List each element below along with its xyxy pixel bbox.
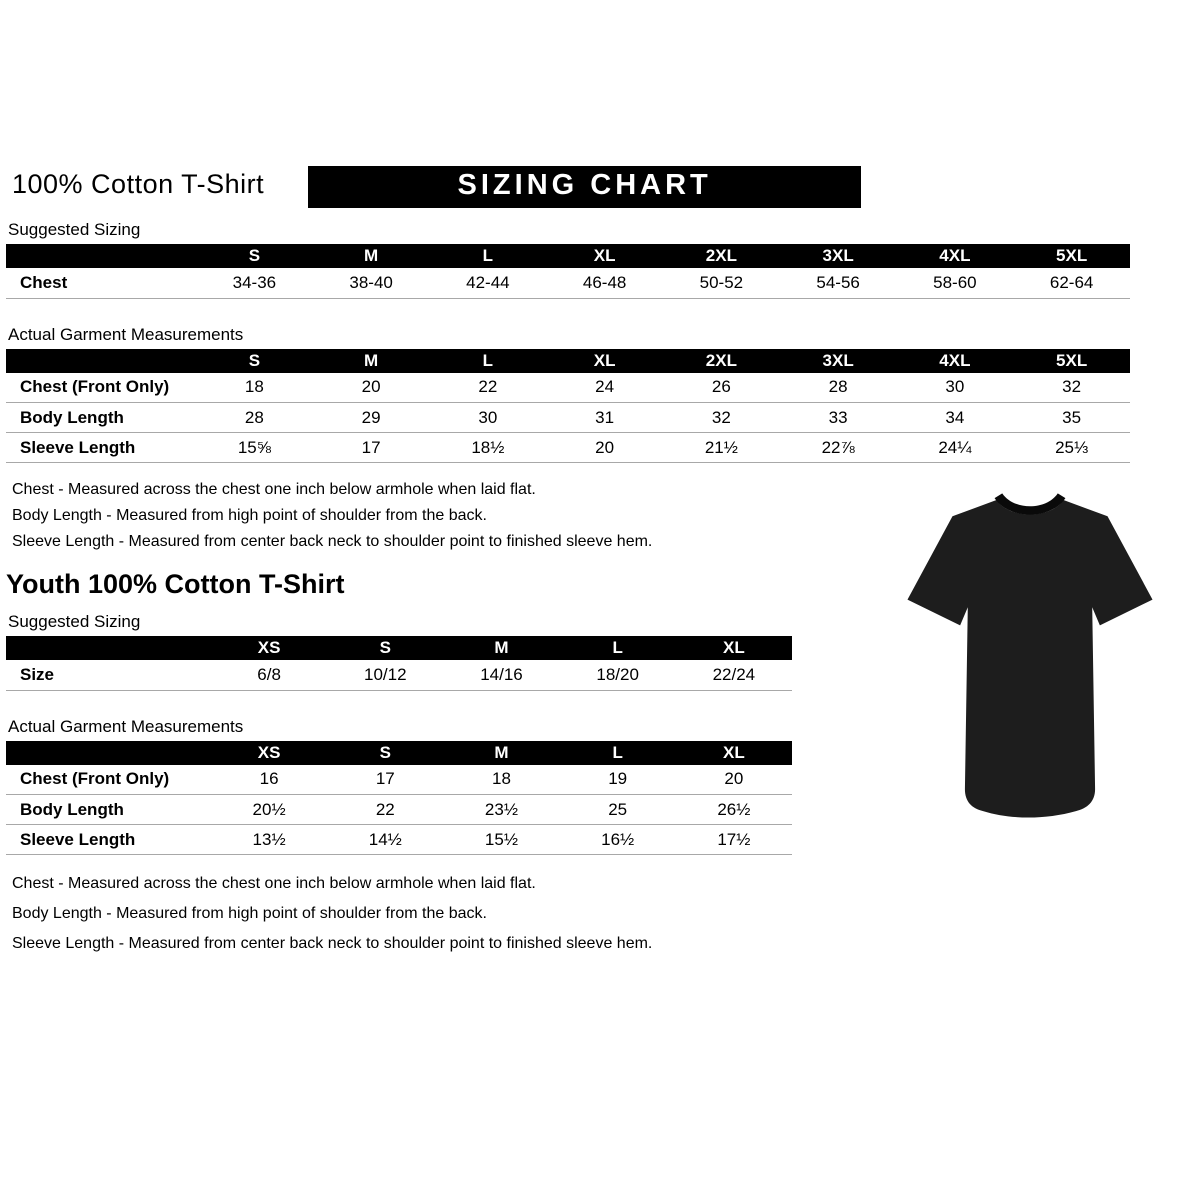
measurement-cell: 13½	[211, 825, 327, 855]
youth-section-title: Youth 100% Cotton T-Shirt	[6, 569, 345, 599]
measurement-cell: 34	[897, 403, 1014, 433]
note-chest: Chest - Measured across the chest one inch below armhole when laid flat.	[12, 481, 536, 498]
size-column-header: 5XL	[1013, 244, 1130, 268]
row-label: Chest	[6, 268, 196, 298]
measurement-cell: 24¼	[897, 433, 1014, 463]
measurement-cell: 26½	[676, 795, 792, 825]
size-column-header: XS	[211, 741, 327, 765]
table-corner-cell	[6, 741, 211, 765]
measurement-cell: 17½	[676, 825, 792, 855]
measurement-cell: 20	[313, 373, 430, 403]
table-row	[6, 825, 792, 855]
youth-actual-measurements-label: Actual Garment Measurements	[8, 716, 244, 736]
measurement-cell: 20	[676, 765, 792, 795]
measurement-cell: 17	[327, 765, 443, 795]
row-label: Chest (Front Only)	[6, 765, 211, 795]
size-column-header: S	[196, 349, 313, 373]
measurement-cell: 35	[1013, 403, 1130, 433]
measurement-cell: 6/8	[211, 660, 327, 690]
size-column-header: S	[327, 636, 443, 660]
size-column-header: XL	[546, 349, 663, 373]
size-column-header: 4XL	[897, 349, 1014, 373]
measurement-cell: 15½	[443, 825, 559, 855]
table-corner-cell	[6, 636, 211, 660]
measurement-cell: 32	[663, 403, 780, 433]
size-column-header: L	[560, 741, 676, 765]
measurement-cell: 17	[313, 433, 430, 463]
measurement-cell: 62-64	[1013, 268, 1130, 298]
size-column-header: M	[313, 349, 430, 373]
size-column-header: L	[430, 244, 547, 268]
table-row	[6, 795, 792, 825]
note-chest: Chest - Measured across the chest one inch below armhole when laid flat.	[12, 875, 536, 892]
measurement-cell: 22	[327, 795, 443, 825]
measurement-cell: 24	[546, 373, 663, 403]
adult-garment-measurements-table	[6, 349, 1130, 464]
tshirt-image	[896, 478, 1164, 836]
table-row	[6, 660, 792, 690]
size-column-header: L	[560, 636, 676, 660]
measurement-cell: 10/12	[327, 660, 443, 690]
table-corner-cell	[6, 244, 196, 268]
measurement-cell: 18	[443, 765, 559, 795]
row-label: Chest (Front Only)	[6, 373, 196, 403]
row-label: Sleeve Length	[6, 825, 211, 855]
measurement-cell: 15⅝	[196, 433, 313, 463]
measurement-cell: 20	[546, 433, 663, 463]
measurement-cell: 16½	[560, 825, 676, 855]
measurement-cell: 22⅞	[780, 433, 897, 463]
table-row	[6, 433, 1130, 463]
measurement-cell: 28	[780, 373, 897, 403]
size-column-header: 3XL	[780, 244, 897, 268]
table-header-row	[6, 349, 1130, 373]
measurement-cell: 20½	[211, 795, 327, 825]
table-header-row	[6, 244, 1130, 268]
note-body-length: Body Length - Measured from high point of shoulder from the back.	[12, 905, 487, 922]
table-row	[6, 765, 792, 795]
youth-measurement-notes	[12, 869, 1200, 959]
sizing-chart-banner: SIZING CHART	[308, 166, 861, 208]
measurement-cell: 14½	[327, 825, 443, 855]
tshirt-graphic	[896, 478, 1164, 836]
size-column-header: 4XL	[897, 244, 1014, 268]
measurement-cell: 54-56	[780, 268, 897, 298]
measurement-cell: 23½	[443, 795, 559, 825]
measurement-cell: 25⅓	[1013, 433, 1130, 463]
size-column-header: M	[443, 636, 559, 660]
measurement-cell: 18/20	[560, 660, 676, 690]
adult-actual-measurements-label: Actual Garment Measurements	[8, 324, 244, 344]
size-column-header: M	[313, 244, 430, 268]
size-column-header: L	[430, 349, 547, 373]
measurement-cell: 19	[560, 765, 676, 795]
size-column-header: 2XL	[663, 244, 780, 268]
table-header-row	[6, 741, 792, 765]
size-column-header: 3XL	[780, 349, 897, 373]
measurement-cell: 16	[211, 765, 327, 795]
measurement-cell: 31	[546, 403, 663, 433]
measurement-cell: 25	[560, 795, 676, 825]
row-label: Body Length	[6, 795, 211, 825]
measurement-cell: 28	[196, 403, 313, 433]
size-column-header: S	[327, 741, 443, 765]
measurement-cell: 38-40	[313, 268, 430, 298]
size-column-header: 2XL	[663, 349, 780, 373]
adult-suggested-sizing-label: Suggested Sizing	[8, 220, 141, 239]
table-header-row	[6, 636, 792, 660]
size-column-header: 5XL	[1013, 349, 1130, 373]
page-title: 100% Cotton T-Shirt	[12, 169, 265, 199]
table-corner-cell	[6, 349, 196, 373]
page-header	[12, 166, 1200, 208]
measurement-cell: 21½	[663, 433, 780, 463]
size-column-header: XL	[676, 636, 792, 660]
measurement-cell: 34-36	[196, 268, 313, 298]
row-label: Size	[6, 660, 211, 690]
note-sleeve-length: Sleeve Length - Measured from center back neck to shoulder point to finished sleeve hem.	[12, 533, 653, 550]
note-body-length: Body Length - Measured from high point of shoulder from the back.	[12, 507, 487, 524]
measurement-cell: 30	[430, 403, 547, 433]
size-column-header: S	[196, 244, 313, 268]
youth-garment-measurements-table	[6, 741, 792, 856]
table-row	[6, 403, 1130, 433]
youth-suggested-sizing-table	[6, 636, 792, 691]
measurement-cell: 33	[780, 403, 897, 433]
youth-suggested-sizing-label: Suggested Sizing	[8, 612, 141, 631]
table-row	[6, 373, 1130, 403]
row-label: Sleeve Length	[6, 433, 196, 463]
size-column-header: M	[443, 741, 559, 765]
size-column-header: XL	[546, 244, 663, 268]
measurement-cell: 14/16	[443, 660, 559, 690]
measurement-cell: 22/24	[676, 660, 792, 690]
measurement-cell: 29	[313, 403, 430, 433]
measurement-cell: 30	[897, 373, 1014, 403]
size-column-header: XS	[211, 636, 327, 660]
size-column-header: XL	[676, 741, 792, 765]
measurement-cell: 42-44	[430, 268, 547, 298]
measurement-cell: 18½	[430, 433, 547, 463]
measurement-cell: 26	[663, 373, 780, 403]
measurement-cell: 18	[196, 373, 313, 403]
note-sleeve-length: Sleeve Length - Measured from center back neck to shoulder point to finished sleeve hem.	[12, 935, 653, 952]
measurement-cell: 46-48	[546, 268, 663, 298]
row-label: Body Length	[6, 403, 196, 433]
adult-suggested-sizing-table	[6, 244, 1130, 299]
table-row	[6, 268, 1130, 298]
measurement-cell: 32	[1013, 373, 1130, 403]
measurement-cell: 22	[430, 373, 547, 403]
measurement-cell: 50-52	[663, 268, 780, 298]
measurement-cell: 58-60	[897, 268, 1014, 298]
